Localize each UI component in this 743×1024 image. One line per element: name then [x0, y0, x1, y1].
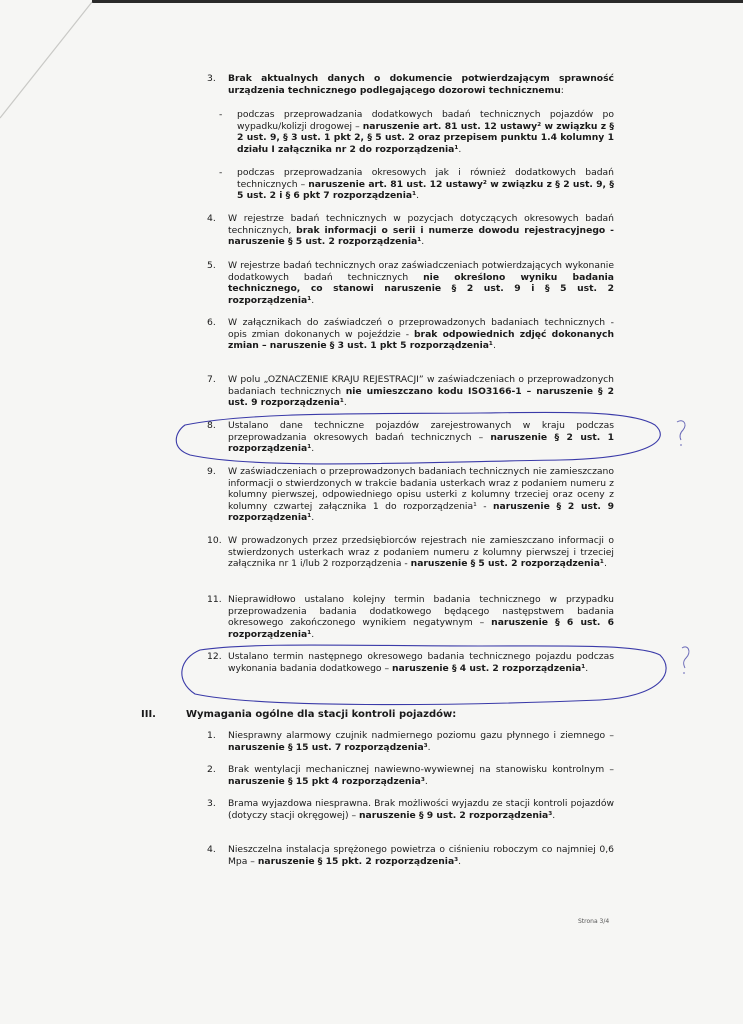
item-text-part: Nieszczelna instalacja sprężonego powietrza o ciśnieniu roboczym co najmniej 0,6 Mpa –	[228, 844, 614, 867]
item-text-part: .	[311, 294, 315, 306]
item-text-part: .	[311, 512, 315, 523]
item-number: 4.	[207, 213, 216, 224]
item-number: 3.	[207, 798, 216, 809]
item-number: 6.	[207, 317, 216, 328]
bullet-marker: -	[219, 167, 223, 178]
item-text-part: Nieprawidłowo ustalano kolejny termin badania technicznego w przypadku przeprowadzenia badania dodatkowego będącego następstwem badania okresowego zakończonego wynikiem negatywnym –	[228, 594, 614, 628]
item-text-part: .	[424, 775, 428, 787]
item-text-part: .	[492, 340, 496, 351]
item-number: 10.	[207, 535, 222, 546]
item-text-part: podczas przeprowadzania okresowych jak i również dodatkowych badań technicznych –	[237, 167, 614, 190]
violation-reference: naruszenie § 2 ust. 9 rozporządzenia¹	[228, 500, 614, 523]
bullet-marker: -	[219, 109, 223, 120]
item-number: 11.	[207, 594, 222, 605]
item-number: 5.	[207, 260, 216, 271]
violation-reference: nie umieszczano kodu ISO3166-1 – naruszenie § 2 ust. 9 rozporządzenia¹	[228, 385, 614, 408]
handwritten-ellipse-item-12	[182, 645, 666, 705]
handwritten-ellipse-item-8	[176, 412, 660, 464]
violation-reference: naruszenie § 4 ust. 2 rozporządzenia¹	[391, 662, 586, 674]
item-text-part: .	[552, 809, 556, 821]
violation-reference: naruszenie § 15 pkt 4 rozporządzenia³	[228, 775, 425, 787]
violation-reference: naruszenie art. 81 ust. 12 ustawy² w związku z § 2 ust. 9, § 5 ust. 2 i § 6 pkt 7 rozporządzenia¹	[237, 178, 614, 201]
item-text-part: W rejestrze badań technicznych oraz zaświadczeniach potwierdzających wykonanie dodatkowych badań technicznych	[228, 260, 614, 283]
item-text-part: .	[603, 558, 607, 569]
item-text-part: :	[560, 84, 564, 96]
violation-reference: nie określono wyniku badania technicznego, co stanowi naruszenie § 2 ust. 9 i § 5 ust. 2 rozporządzenia¹	[228, 271, 615, 306]
item-text-part: Niesprawny alarmowy czujnik nadmiernego poziomu gazu płynnego i ziemnego –	[228, 730, 614, 741]
item-number: 7.	[207, 374, 216, 385]
item-text-part: podczas przeprowadzania dodatkowych badań technicznych pojazdów po wypadku/kolizji drogowej –	[237, 109, 614, 132]
item-number: 2.	[207, 764, 216, 775]
item-text-part: W zaświadczeniach o przeprowadzonych badaniach technicznych nie zamieszczano informacji o stwierdzonych w trakcie badania usterkach wraz z podaniem numeru z kolumny pierwszej, odpowiedniego opisu usterki z kolumny trzeciej oraz oceny z kolumny czwartej załącznika 1 do rozporządzenia¹ -	[228, 466, 614, 512]
item-text-part: .	[343, 397, 347, 408]
section-title: Wymagania ogólne dla stacji kontroli pojazdów:	[186, 709, 457, 720]
item-number: 12.	[207, 651, 222, 662]
page-number: Strona 3/4	[578, 918, 610, 925]
violation-reference: brak odpowiednich zdjęć dokonanych zmian – naruszenie § 3 ust. 1 pkt 5 rozporządzenia¹	[228, 328, 614, 351]
item-text-part: Brama wyjazdowa niesprawna. Brak możliwości wyjazdu ze stacji kontroli pojazdów (dotyczy stacji okręgowej) –	[228, 798, 614, 821]
item-text-part: .	[416, 190, 420, 201]
item-text-part: Ustalano termin następnego okresowego badania technicznego pojazdu podczas wykonania badania dodatkowego –	[228, 651, 614, 674]
item-text-part: .	[427, 741, 431, 753]
item-number: 8.	[207, 420, 216, 431]
violation-reference: brak informacji o serii i numerze dowodu rejestracyjnego - naruszenie § 5 ust. 2 rozporządzenia¹	[228, 224, 614, 247]
violation-reference: naruszenie § 5 ust. 2 rozporządzenia¹	[410, 558, 604, 569]
violation-reference: naruszenie § 9 ust. 2 rozporządzenia³	[358, 809, 553, 821]
item-text-part: W załącznikach do zaświadczeń o przeprowadzonych badaniach technicznych - opis zmian dokonanych w pojeździe -	[228, 317, 614, 340]
item-text-part: Ustalano dane techniczne pojazdów zarejestrowanych w kraju podczas przeprowadzania okresowych badań technicznych –	[228, 420, 614, 443]
item-text-part: .	[311, 628, 315, 640]
item-text-part: W rejestrze badań technicznych w pozycjach dotyczących okresowych badań technicznych,	[228, 213, 614, 236]
item-text-part: .	[421, 236, 425, 247]
item-text-part: W polu „OZNACZENIE KRAJU REJESTRACJI” w zaświadczeniach o przeprowadzonych badaniach technicznych	[228, 374, 614, 397]
item-text-part: .	[458, 855, 462, 867]
item-number: 3.	[207, 73, 216, 84]
violation-reference: naruszenie § 15 ust. 7 rozporządzenia³	[228, 741, 428, 753]
item-text-part: Brak wentylacji mechanicznej nawiewno-wywiewnej na stanowisku kontrolnym –	[228, 764, 614, 775]
item-text-part: .	[458, 143, 462, 155]
item-number: 9.	[207, 466, 216, 477]
item-number: 4.	[207, 844, 216, 855]
item-text-part: .	[585, 662, 589, 674]
violation-reference: naruszenie § 2 ust. 1 rozporządzenia¹	[228, 431, 614, 454]
violation-reference: naruszenie art. 81 ust. 12 ustawy² w związku z § 2 ust. 9, § 3 ust. 1 pkt 2, § 5 ust. 2 oraz przepisem punktu 1.4 kolumny 1 działu I załącznika nr 2 do rozporządzenia¹	[237, 120, 614, 155]
violation-reference: naruszenie § 6 ust. 6 rozporządzenia¹	[228, 617, 614, 640]
section-number: III.	[141, 709, 156, 720]
handwritten-question-mark	[682, 647, 689, 674]
item-text-part: W prowadzonych przez przedsiębiorców rejestrach nie zamieszczano informacji o stwierdzonych usterkach wraz z podaniem numeru z kolumny pierwszej i trzeciej załącznika nr 1 i/lub 2 rozporządzenia -	[228, 535, 614, 569]
item-number: 1.	[207, 730, 216, 741]
item-text-part: .	[311, 443, 315, 454]
violation-reference: naruszenie § 15 pkt. 2 rozporządzenia³	[257, 855, 459, 867]
handwritten-question-mark	[677, 421, 685, 446]
violation-reference: Brak aktualnych danych o dokumencie potwierdzającym sprawność urządzenia technicznego podlegającego dozorowi technicznemu	[228, 73, 614, 96]
